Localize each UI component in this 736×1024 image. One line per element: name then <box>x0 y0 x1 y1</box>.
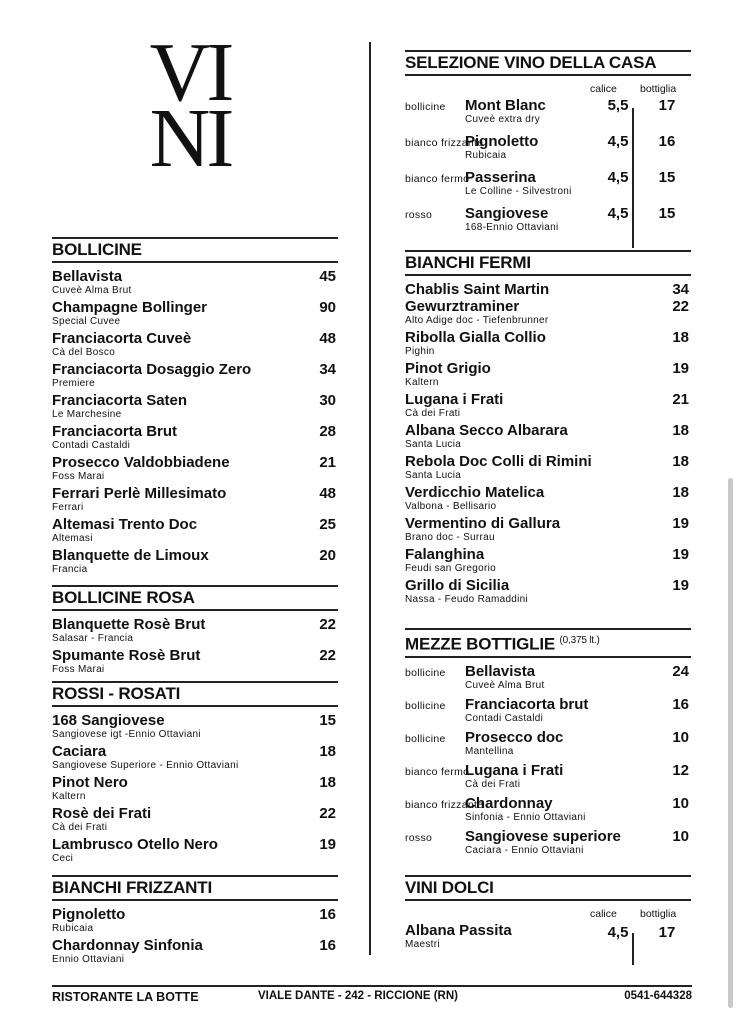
wine-name: Franciacorta Dosaggio Zero <box>52 361 252 378</box>
wine-producer: Alto Adige doc - Tiefenbrunner <box>405 315 549 326</box>
wine-price: 19 <box>672 515 689 532</box>
wine-producer: Altemasi <box>52 533 93 544</box>
restaurant-name: RISTORANTE LA BOTTE <box>52 990 199 1004</box>
wine-producer: Cà dei Frati <box>465 778 521 790</box>
wine-name: Champagne Bollinger <box>52 299 208 316</box>
wine-producer: Ennio Ottaviani <box>52 954 125 965</box>
bottle-price: 15 <box>658 205 676 222</box>
wine-producer: Santa Lucia <box>405 439 462 450</box>
wine-name: Verdicchio Matelica <box>405 484 545 501</box>
bottle-price: 16 <box>658 133 676 150</box>
wine-name: Lambrusco Otello Nero <box>52 836 218 853</box>
wine-item <box>405 391 691 422</box>
wine-item <box>52 774 338 805</box>
wine-price: 19 <box>672 360 689 377</box>
wine-producer: Maestri <box>405 939 440 950</box>
wine-name: Pinot Nero <box>52 774 128 791</box>
section-title-text: MEZZE BOTTIGLIE <box>405 634 555 654</box>
wine-category: rosso <box>405 209 433 221</box>
wine-item <box>52 805 338 836</box>
wine-item <box>405 577 691 608</box>
wine-item <box>405 515 691 546</box>
wine-name: Franciacorta Brut <box>52 423 178 440</box>
wine-item <box>405 922 691 958</box>
wine-item <box>405 205 691 241</box>
wine-producer: Le Colline - Silvestroni <box>465 186 572 197</box>
wine-name: Ribolla Gialla Collio <box>405 329 546 346</box>
wine-price: 18 <box>672 453 689 470</box>
wine-list <box>405 663 691 861</box>
wine-item <box>405 329 691 360</box>
wine-name: 168 Sangiovese <box>52 712 165 729</box>
section-title <box>52 681 338 707</box>
wine-item <box>405 696 691 729</box>
glass-price: 5,5 <box>607 97 629 114</box>
wine-price: 28 <box>319 423 336 440</box>
wine-producer: Salasar - Francia <box>52 633 134 644</box>
calice-header: calice <box>590 908 617 920</box>
wine-name: Blanquette de Limoux <box>52 547 209 564</box>
wine-price: 12 <box>672 761 689 779</box>
wine-name: Chardonnay <box>465 794 553 812</box>
wine-category: rosso <box>405 831 433 844</box>
section-title <box>405 875 691 901</box>
wine-list <box>52 712 338 867</box>
wine-producer: Brano doc - Surrau <box>405 532 495 543</box>
wine-name: Ferrari Perlè Millesimato <box>52 485 227 502</box>
wine-item <box>405 546 691 577</box>
column-divider <box>369 42 371 955</box>
column-headers <box>405 81 691 97</box>
vini-logo <box>130 26 250 185</box>
wine-name: Franciacorta Saten <box>52 392 188 409</box>
wine-name: Lugana i Frati <box>405 391 504 408</box>
wine-producer: Rubicaia <box>52 923 94 934</box>
wine-producer: Kaltern <box>52 791 86 802</box>
wine-price: 22 <box>319 805 336 822</box>
wine-item <box>405 484 691 515</box>
wine-price: 21 <box>319 454 336 471</box>
wine-price: 10 <box>672 827 689 845</box>
wine-producer: Pighin <box>405 346 435 357</box>
wine-item <box>52 836 338 867</box>
wine-producer: Contadi Castaldi <box>52 440 131 451</box>
calice-header: calice <box>590 83 617 95</box>
wine-price: 16 <box>319 906 336 923</box>
column-headers <box>405 906 691 922</box>
wine-item <box>52 937 338 968</box>
wine-name: Pignoletto <box>465 133 539 150</box>
section-title-text: BIANCHI FERMI <box>405 253 531 272</box>
wine-name: Spumante Rosè Brut <box>52 647 201 664</box>
wine-category: bollicine <box>405 666 446 679</box>
wine-item <box>405 828 691 861</box>
wine-item <box>405 422 691 453</box>
wine-price: 16 <box>319 937 336 954</box>
wine-category: bianco frizzante <box>405 798 484 811</box>
bottiglia-header: bottiglia <box>640 83 677 95</box>
wine-category: bollicine <box>405 732 446 745</box>
wine-item <box>405 360 691 391</box>
wine-name: Bellavista <box>52 268 123 285</box>
wine-name: Sangiovese <box>465 205 549 222</box>
section-title <box>52 875 338 901</box>
section-bianchi-frizzanti <box>52 875 338 968</box>
wine-category: bollicine <box>405 699 446 712</box>
wine-producer: Cà dei Frati <box>52 822 108 833</box>
bottle-price: 15 <box>658 169 676 186</box>
section-title-text: BOLLICINE ROSA <box>52 588 195 607</box>
wine-name: Gewurztraminer <box>405 298 520 315</box>
wine-item <box>52 712 338 743</box>
wine-name: Vermentino di Gallura <box>405 515 561 532</box>
section-title-text: BOLLICINE <box>52 240 142 259</box>
wine-list <box>405 922 691 958</box>
footer <box>52 985 692 1017</box>
wine-item <box>52 516 338 547</box>
wine-producer: Ceci <box>52 853 74 864</box>
wine-item <box>405 169 691 205</box>
wine-producer: Cuveè extra dry <box>465 114 541 125</box>
wine-price: 34 <box>672 281 689 298</box>
wine-item <box>52 906 338 937</box>
section-mezze-bottiglie <box>405 628 691 861</box>
wine-producer: Rubicaia <box>465 150 507 161</box>
wine-list <box>52 906 338 968</box>
wine-producer: Cà del Bosco <box>52 347 116 358</box>
wine-producer: Feudi san Gregorio <box>405 563 497 574</box>
wine-producer: 168-Ennio Ottaviani <box>465 222 559 233</box>
wine-producer: Sinfonia - Ennio Ottaviani <box>465 811 586 823</box>
wine-name: Franciacorta brut <box>465 695 589 713</box>
wine-price: 10 <box>672 728 689 746</box>
wine-price: 90 <box>319 299 336 316</box>
wine-price: 48 <box>319 485 336 502</box>
wine-producer: Le Marchesine <box>52 409 122 420</box>
wine-price: 48 <box>319 330 336 347</box>
section-title-text: ROSSI - ROSATI <box>52 684 181 703</box>
wine-producer: Contadi Castaldi <box>465 712 544 724</box>
wine-name: Franciacorta Cuveè <box>52 330 192 347</box>
wine-item <box>52 616 338 647</box>
wine-name: Altemasi Trento Doc <box>52 516 198 533</box>
wine-price: 15 <box>319 712 336 729</box>
wine-price: 18 <box>672 484 689 501</box>
wine-producer: Foss Marai <box>52 664 105 675</box>
wine-price: 18 <box>319 743 336 760</box>
wine-item <box>405 453 691 484</box>
wine-name: Lugana i Frati <box>465 761 564 779</box>
wine-name: Chardonnay Sinfonia <box>52 937 203 954</box>
section-title-text: BIANCHI FRIZZANTI <box>52 878 212 897</box>
wine-item <box>405 133 691 169</box>
wine-producer: Cuveè Alma Brut <box>52 285 132 296</box>
wine-item <box>52 423 338 454</box>
wine-item <box>52 547 338 578</box>
wine-item <box>52 454 338 485</box>
wine-name: Albana Passita <box>405 922 512 939</box>
wine-item <box>405 97 691 133</box>
wine-producer: Sangiovese Superiore - Ennio Ottaviani <box>52 760 239 771</box>
wine-price: 10 <box>672 794 689 812</box>
wine-name: Albana Secco Albarara <box>405 422 568 439</box>
wine-list <box>405 97 691 241</box>
wine-price: 30 <box>319 392 336 409</box>
wine-producer: Caciara - Ennio Ottaviani <box>465 844 584 856</box>
wine-price: 22 <box>672 298 689 315</box>
section-bianchi-fermi <box>405 250 691 608</box>
wine-price: 21 <box>672 391 689 408</box>
glass-price: 4,5 <box>607 169 629 186</box>
wine-price: 19 <box>672 546 689 563</box>
logo-line-2: NI <box>149 92 231 185</box>
wine-producer: Mantellina <box>465 745 514 757</box>
wine-item <box>405 663 691 696</box>
wine-producer: Special Cuvee <box>52 316 121 327</box>
wine-name: Prosecco Valdobbiadene <box>52 454 230 471</box>
wine-producer: Ferrari <box>52 502 84 513</box>
section-title <box>52 585 338 611</box>
wine-price: 20 <box>319 547 336 564</box>
wine-price: 18 <box>672 422 689 439</box>
phone: 0541-644328 <box>624 990 692 1002</box>
wine-price: 19 <box>672 577 689 594</box>
wine-item <box>52 330 338 361</box>
wine-name: Pignoletto <box>52 906 126 923</box>
wine-category: bianco fermo <box>405 173 470 185</box>
logo-line-1: VI <box>149 26 231 119</box>
wine-item <box>405 762 691 795</box>
wine-list <box>52 616 338 678</box>
glass-price: 4,5 <box>607 133 629 150</box>
wine-name: Grillo di Sicilia <box>405 577 510 594</box>
wine-price: 25 <box>319 516 336 533</box>
address: VIALE DANTE - 242 - RICCIONE (RN) <box>258 990 458 1002</box>
section-title-text: VINI DOLCI <box>405 878 494 897</box>
wine-item <box>405 281 691 298</box>
wine-name: Falanghina <box>405 546 485 563</box>
wine-category: bianco frizzante <box>405 137 484 149</box>
wine-producer: Kaltern <box>405 377 439 388</box>
wine-item <box>52 647 338 678</box>
wine-name: Bellavista <box>465 662 536 680</box>
wine-price: 18 <box>672 329 689 346</box>
wine-price: 22 <box>319 647 336 664</box>
section-title <box>405 628 691 658</box>
wine-item <box>405 795 691 828</box>
wine-item <box>52 743 338 774</box>
glass-price: 4,5 <box>607 205 629 222</box>
section-note: (0,375 lt.) <box>559 635 600 646</box>
wine-list <box>52 268 338 578</box>
price-column-divider <box>632 108 634 248</box>
wine-item <box>52 361 338 392</box>
wine-name: Blanquette Rosè Brut <box>52 616 206 633</box>
section-title <box>52 237 338 263</box>
section-rossi-rosati <box>52 681 338 867</box>
wine-name: Rebola Doc Colli di Rimini <box>405 453 592 470</box>
wine-producer: Cuveè Alma Brut <box>465 679 545 691</box>
wine-item <box>405 298 691 329</box>
bottle-price: 17 <box>658 924 676 941</box>
wine-price: 18 <box>319 774 336 791</box>
wine-price: 45 <box>319 268 336 285</box>
section-bollicine-rosa <box>52 585 338 678</box>
scrollbar[interactable] <box>728 478 733 1008</box>
wine-name: Passerina <box>465 169 536 186</box>
wine-name: Pinot Grigio <box>405 360 491 377</box>
section-bollicine <box>52 237 338 578</box>
wine-producer: Francia <box>52 564 88 575</box>
wine-producer: Premiere <box>52 378 95 389</box>
section-vini-dolci <box>405 875 691 958</box>
wine-price: 16 <box>672 695 689 713</box>
wine-name: Chablis Saint Martin <box>405 281 550 298</box>
wine-price: 24 <box>672 662 689 680</box>
wine-category: bollicine <box>405 101 446 113</box>
wine-item <box>52 392 338 423</box>
wine-item <box>52 485 338 516</box>
wine-category: bianco fermo <box>405 765 470 778</box>
wine-producer: Valbona - Bellisario <box>405 501 497 512</box>
wine-item <box>52 268 338 299</box>
wine-producer: Nassa - Feudo Ramaddini <box>405 594 529 605</box>
wine-producer: Santa Lucia <box>405 470 462 481</box>
wine-producer: Sangiovese igt -Ennio Ottaviani <box>52 729 201 740</box>
wine-name: Prosecco doc <box>465 728 564 746</box>
wine-name: Caciara <box>52 743 107 760</box>
price-column-divider <box>632 933 634 965</box>
glass-price: 4,5 <box>607 924 629 941</box>
wine-item <box>52 299 338 330</box>
section-title-text: SELEZIONE VINO DELLA CASA <box>405 53 657 72</box>
bottiglia-header: bottiglia <box>640 908 677 920</box>
wine-producer: Foss Marai <box>52 471 105 482</box>
wine-item <box>405 729 691 762</box>
section-title <box>405 250 691 276</box>
wine-list <box>405 281 691 608</box>
wine-name: Sangiovese superiore <box>465 827 621 845</box>
section-vino-casa <box>405 50 691 241</box>
wine-name: Rosè dei Frati <box>52 805 152 822</box>
section-title <box>405 50 691 76</box>
wine-name: Mont Blanc <box>465 97 546 114</box>
wine-price: 22 <box>319 616 336 633</box>
wine-price: 19 <box>319 836 336 853</box>
bottle-price: 17 <box>658 97 676 114</box>
wine-producer: Cà dei Frati <box>405 408 461 419</box>
wine-price: 34 <box>319 361 336 378</box>
